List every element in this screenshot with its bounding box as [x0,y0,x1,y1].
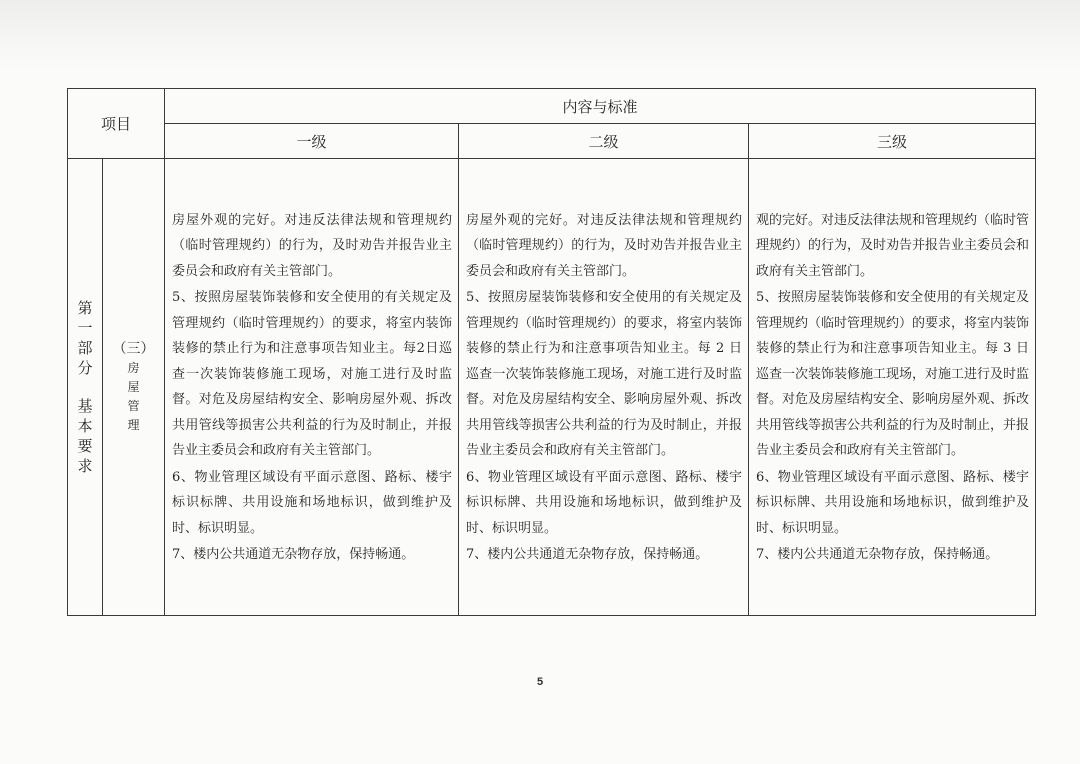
page-number: 5 [536,676,544,688]
level-1-paragraph: 7、楼内公共通道无杂物存放，保持畅通。 [172,547,415,562]
standards-table [67,88,1036,616]
header-row-1 [68,89,1036,124]
level-3-paragraph: 5、按照房屋装饰装修和安全使用的有关规定及管理规约（临时管理规约）的要求，将室内装饰装修的禁止行为和注意事项告知业主。每 3 日巡查一次装饰装修施工现场，对施工进行及时监督。对危及房屋结构安全、影响房屋外观、拆改共用管线等损害公共利益的行为及时制止，并报告业主委员会和政府有关主管部门。 [756,290,1030,458]
level-3-paragraph: 6、物业管理区域设有平面示意图、路标、楼宇标识标牌、共用设施和场地标识，做到维护及时、标识明显。 [756,469,1030,536]
part-title: 基本要求 [77,397,93,475]
item-header: 项目 [68,89,165,159]
level-2-paragraph: 5、按照房屋装饰装修和安全使用的有关规定及管理规约（临时管理规约）的要求，将室内装饰装修的禁止行为和注意事项告知业主。每 2 日巡查一次装饰装修施工现场，对施工进行及时监督。对危及房屋结构安全、影响房屋外观、拆改共用管线等损害公共利益的行为及时制止，并报告业主委员会和政府有关主管部门。 [466,290,743,458]
section-cell [103,159,165,616]
part-cell [68,159,103,616]
content-header: 内容与标准 [165,89,1036,124]
section-title: 房屋管理 [127,361,140,432]
level-2-paragraph: 7、楼内公共通道无杂物存放，保持畅通。 [466,547,709,562]
level-2-content [459,159,749,616]
scan-shading [0,0,1080,70]
level-2-header: 二级 [459,124,749,159]
level-3-paragraph: 观的完好。对违反法律法规和管理规约（临时管理规约）的行为，及时劝告并报告业主委员会和政府有关主管部门。 [756,212,1030,279]
level-1-header: 一级 [165,124,459,159]
level-2-paragraph: 6、物业管理区域设有平面示意图、路标、楼宇标识标牌、共用设施和场地标识，做到维护及时、标识明显。 [466,469,743,536]
level-1-paragraph: 5、按照房屋装饰装修和安全使用的有关规定及管理规约（临时管理规约）的要求，将室内装饰装修的禁止行为和注意事项告知业主。每2日巡查一次装饰装修施工现场，对施工进行及时监督。对危及房屋结构安全、影响房屋外观、拆改共用管线等损害公共利益的行为及时制止，并报告业主委员会和政府有关主管部门。 [172,290,453,458]
section-number: （三） [112,341,155,357]
level-3-paragraph: 7、楼内公共通道无杂物存放，保持畅通。 [756,547,999,562]
level-1-paragraph: 房屋外观的完好。对违反法律法规和管理规约（临时管理规约）的行为，及时劝告并报告业主委员会和政府有关主管部门。 [172,212,453,279]
level-3-header: 三级 [749,124,1036,159]
body-row [68,159,1036,616]
level-1-paragraph: 6、物业管理区域设有平面示意图、路标、楼宇标识标牌、共用设施和场地标识，做到维护及时、标识明显。 [172,469,453,536]
part-label: 第一部分 [77,299,93,377]
level-3-content [749,159,1036,616]
header-row-2 [68,124,1036,159]
level-2-paragraph: 房屋外观的完好。对违反法律法规和管理规约（临时管理规约）的行为，及时劝告并报告业主委员会和政府有关主管部门。 [466,212,743,279]
level-1-content [165,159,459,616]
